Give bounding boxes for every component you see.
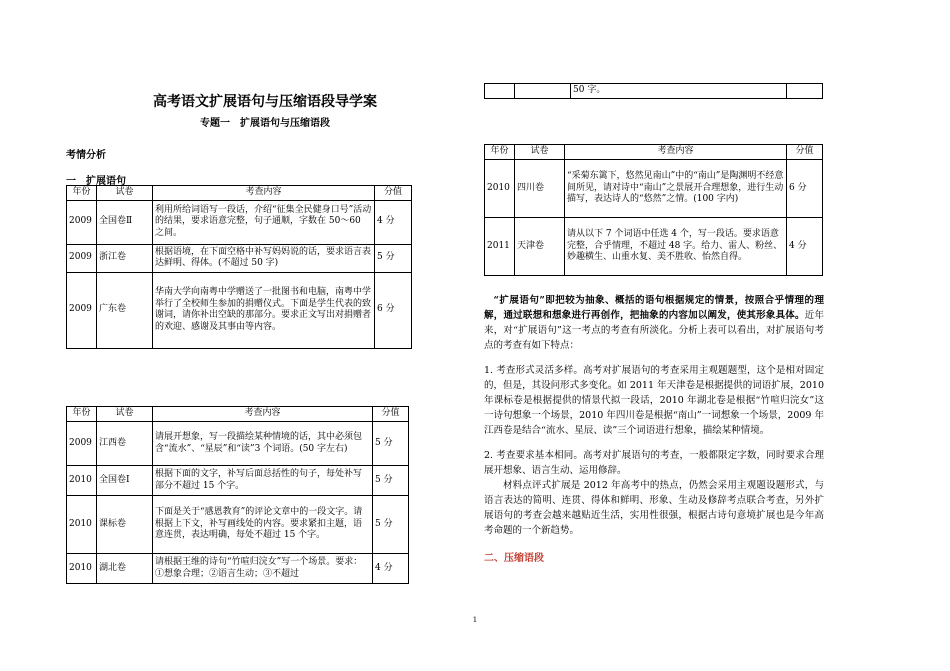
- exam-table-4: [484, 144, 823, 276]
- table-row: [67, 422, 409, 466]
- table-row: [67, 554, 409, 584]
- header-content: 考查内容: [153, 186, 375, 201]
- heading-analysis: 考情分析: [66, 150, 106, 161]
- header-year: 年份: [67, 186, 97, 201]
- exam-table-1: [66, 185, 412, 349]
- header-paper: 试卷: [97, 407, 153, 422]
- document-title: 高考语文扩展语句与压缩语段导学案: [153, 94, 377, 110]
- cell-year: 2009: [67, 200, 97, 244]
- cell-score: 5 分: [375, 244, 412, 272]
- cell-content: “采菊东篱下，悠然见南山”中的“南山”是陶渊明不经意间所见，请对诗中“南山”之景展开合理想象，进行生动描写，表达诗人的“悠然”之情。(100 字内): [565, 160, 787, 218]
- table-row: [485, 218, 823, 276]
- table-row: [67, 272, 412, 348]
- header-content: 考查内容: [565, 145, 787, 160]
- cell-content: 根据语境，在下面空格中补写妈妈说的话，要求语言表达鲜明、得体。(不超过 50 字): [153, 244, 375, 272]
- cell-empty: [485, 84, 515, 99]
- cell-score: 4 分: [375, 200, 412, 244]
- table-row: [67, 496, 409, 554]
- table-row: [67, 200, 412, 244]
- cell-paper: 广东卷: [97, 272, 153, 348]
- table-row: [485, 160, 823, 218]
- cell-empty: [515, 84, 571, 99]
- cell-year: 2011: [485, 218, 515, 276]
- cell-content: 华南大学向南粤中学赠送了一批图书和电脑，南粤中学举行了全校师生参加的捐赠仪式。下面是学生代表的致谢词，请你补出空缺的那部分。要求正文写出对捐赠者的欢迎、感谢及其事由等内容。: [153, 272, 375, 348]
- header-paper: 试卷: [97, 186, 153, 201]
- paragraph-comment: 材料点评式扩展是 2012 年高考中的热点，仍然会采用主观题设题形式，与语言表达的简明、连贯、得体和鲜明、形象、生动及修辞考点联合考查，另外扩展语句的考查会越来越贴近生活，实用性很强，根据古诗句意境扩展也是今年高考命题的一个新趋势。: [484, 480, 824, 536]
- header-score: 分值: [375, 186, 412, 201]
- cell-paper: 全国卷Ⅱ: [97, 200, 153, 244]
- cell-year: 2010: [67, 496, 97, 554]
- heading-expand: 一 扩展语句: [66, 176, 126, 187]
- cell-score: 6 分: [787, 160, 823, 218]
- cell-score: 4 分: [787, 218, 823, 276]
- cell-content: 利用所给词语写一段话，介绍“征集全民健身口号”活动的结果，要求语意完整，句子通顺，字数在 50～60 之间。: [153, 200, 375, 244]
- cell-year: 2010: [67, 466, 97, 496]
- cell-score: 4 分: [373, 554, 409, 584]
- cell-content: 请展开想象，写一段描绘某种情境的话，其中必须包含“流水”、“星辰”和“读”3 个词语。(50 字左右): [153, 422, 373, 466]
- cell-year: 2010: [67, 554, 97, 584]
- header-year: 年份: [67, 407, 97, 422]
- table-header-row: [67, 186, 412, 201]
- cell-paper: 湖北卷: [97, 554, 153, 584]
- cell-paper: 浙江卷: [97, 244, 153, 272]
- cell-score: 5 分: [373, 466, 409, 496]
- cell-content: 请从以下 7 个词语中任选 4 个，写一段话。要求语意完整，合乎情理，不超过 48 字。给力、雷人、粉丝、妙趣横生、山重水复、美不胜收、怡然自得。: [565, 218, 787, 276]
- header-paper: 试卷: [515, 145, 565, 160]
- cell-content: 50 字。: [571, 84, 787, 99]
- section-heading-compress: 二、压缩语段: [484, 553, 544, 564]
- page-number: 1: [472, 616, 478, 624]
- cell-score: 6 分: [375, 272, 412, 348]
- cell-year: 2009: [67, 272, 97, 348]
- definition-bold: “扩展语句”即把较为抽象、概括的语句根据规定的情景，按照合乎情理的理解，通过联想和想象进行再创作，把抽象的内容加以阐发，使其形象具体。: [484, 295, 824, 321]
- cell-year: 2009: [67, 244, 97, 272]
- exam-table-continuation: [484, 83, 823, 99]
- paragraph-point-2: 2. 考查要求基本相同。高考对扩展语句的考查，一般都限定字数，同时要求合理展开想象、语言生动、运用修辞。: [484, 450, 824, 476]
- document-subtitle: 专题一 扩展语句与压缩语段: [200, 118, 330, 129]
- cell-paper: 课标卷: [97, 496, 153, 554]
- cell-score: 5 分: [373, 422, 409, 466]
- header-score: 分值: [373, 407, 409, 422]
- cell-empty: [787, 84, 823, 99]
- cell-paper: 四川卷: [515, 160, 565, 218]
- cell-year: 2009: [67, 422, 97, 466]
- table-row: [67, 244, 412, 272]
- paragraph-definition: [484, 293, 824, 353]
- table-row: [67, 466, 409, 496]
- cell-score: 5 分: [373, 496, 409, 554]
- table-row: [485, 84, 823, 99]
- cell-year: 2010: [485, 160, 515, 218]
- header-content: 考查内容: [153, 407, 373, 422]
- cell-content: 下面是关于“感恩教育”的评论文章中的一段文字。请根据上下文，补写画线处的内容。要求紧扣主题，语意连贯，表达明确，每处不超过 15 个字。: [153, 496, 373, 554]
- table-header-row: [485, 145, 823, 160]
- definition-rest: 近年来，对“扩展语句”这一考点的考查有所淡化。分析上表可以看出，对扩展语句考点的考查有如下特点：: [484, 310, 824, 351]
- table-header-row: [67, 407, 409, 422]
- cell-content: 根据下面的文字，补写后面总括性的句子，每处补写部分不超过 15 个字。: [153, 466, 373, 496]
- cell-paper: 天津卷: [515, 218, 565, 276]
- paragraph-point-1: 1. 考查形式灵活多样。高考对扩展语句的考查采用主观题题型，这个是相对固定的，但是，其设问形式多变化。如 2011 年天津卷是根据提供的词语扩展，2010 年课标卷是根据提供的情景代拟一段话，2010 年湖北卷是根据“竹喧归浣女”这一诗句想象一个场景，2010 年四川卷是根据“南山”一词想象一个场景，2009 年江西卷是结合“流水、星辰、读”三个词语进行想象，描绘某种情境。: [484, 365, 824, 436]
- header-score: 分值: [787, 145, 823, 160]
- header-year: 年份: [485, 145, 515, 160]
- exam-table-2: [66, 406, 409, 584]
- cell-content: 请根据王维的诗句“竹喧归浣女”写一个场景。要求：①想象合理；②语言生动；③不超过: [153, 554, 373, 584]
- cell-paper: 全国卷Ⅰ: [97, 466, 153, 496]
- cell-paper: 江西卷: [97, 422, 153, 466]
